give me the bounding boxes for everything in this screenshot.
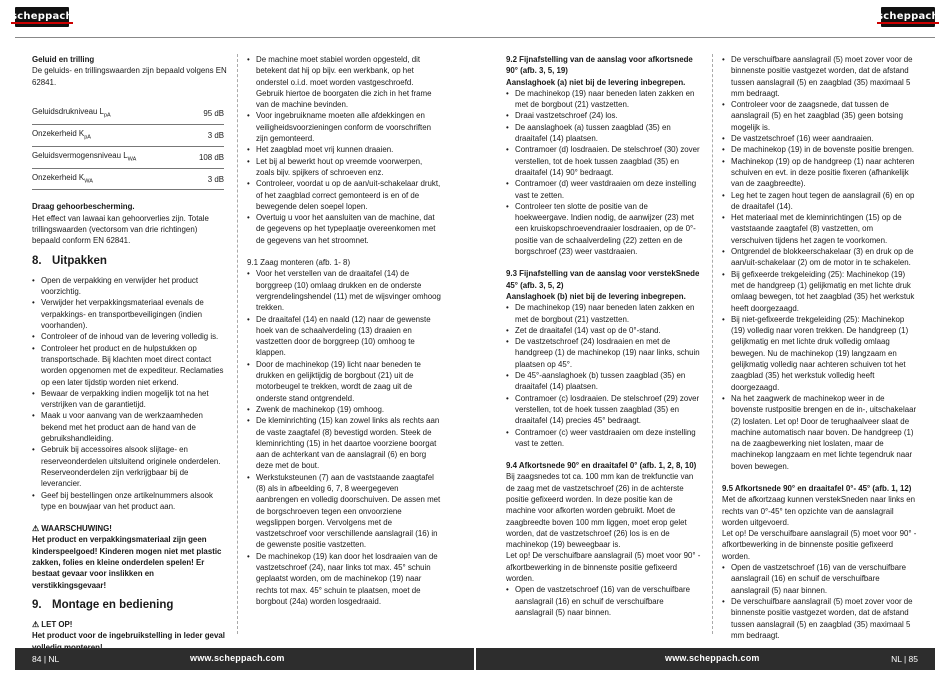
warning-icon: ⚠ [32, 620, 40, 630]
list-item: • Controleer of de inhoud van de levering volledig is. [32, 331, 227, 342]
table-value: 95 dB [187, 103, 224, 124]
list-item: • Zet de draaitafel (14) vast op de 0°-stand. [506, 325, 701, 336]
section-9-heading: 9. Montage en bediening [32, 598, 174, 611]
list-item: • De verschuifbare aanslagrail (5) moet zover voor de binnenste positie vastgezet worden, dat de afstand tussen aanslagrail (5) en zaagblad (35) maximaal 5 mm bedraagt. [722, 54, 917, 99]
section-9-4-list [506, 584, 701, 618]
list-item: • Bij niet-gefixeerde trekgeleiding (25): Machinekop (19) volledig naar voren trekken. De handgreep (1) gelijkmatig en met lichte druk volledig omlaag bewegen. Nu de machinekop (19) langzaam en gelijkmatig volledig naar achteren schuiven tot het zaagblad (35) het werkstuk volledig heeft doorgezaagd. [722, 314, 917, 393]
section-9-4-text: Bij zaagsnedes tot ca. 100 mm kan de trekfunctie van de zaag met de vastzetschroef (26) in de achterste positie gefixeerd worden. In deze positie kan de machine voor afkorten worden gebruikt. Moet de zaagbreedte boven 100 mm liggen, moet erop gelet worden, dat de vastzetschroef (26) los is en de machinekop (19) beweegbaar is. [506, 472, 694, 550]
caution-text: Het product voor de ingebruikstelling in leder geval [32, 631, 225, 641]
list-item: • Verwijder het verpakkingsmateriaal evenals de verpakkings- en transportbeveiligingen (indien voorhanden). [32, 297, 227, 331]
list-item: • De machinekop (19) kan door het losdraaien van de vastzetschroef (24), naar links tot max. 45° schuin geplaatst worden, om de machinekop (19) naar rechts tot max. 45° schuin te plaatsen, moet de borgbout (24a) worden losgedraaid. [247, 551, 442, 607]
table-row [32, 146, 224, 168]
list-item: • Door de machinekop (19) licht naar beneden te drukken en gelijktijdig de borgbout (21) uit de motorbeugel te trekken, wordt de zaag uit de onderste stand ontgrendeld. [247, 359, 442, 404]
column-4 [722, 54, 917, 641]
warning-text: Het product en verpakkingsmateriaal zijn geen kinderspeelgoed! Kinderen mogen niet met plastic zakken, folies en kleine onderdelen spelen! Er bestaat gevaar voor inslikken en verstikkingsgevaar! [32, 535, 222, 590]
list-item: • Het materiaal met de kleminrichtingen (15) op de vaststaande zaagtafel (8) vastzetten, om verschuiven tijdens het zagen te voorkomen. [722, 212, 917, 246]
noise-table [32, 103, 224, 191]
noise-title: Geluid en trilling [32, 55, 95, 64]
list-item: • De machinekop (19) naar beneden laten zakken en met de borgbout (21) vastzetten. [506, 302, 701, 325]
section-9-1-title: 9.1 Zaag monteren (afb. 1- 8) [247, 258, 351, 268]
section-9-2-list [506, 88, 701, 257]
list-item: • Bij gefixeerde trekgeleiding (25): Machinekop (19) met de handgreep (1) gelijkmatig en met lichte druk omlaag bewegen, tot het zaagblad (35) het werkstuk heeft doorgezaagd. [722, 269, 917, 314]
website-link-right[interactable]: www.scheppach.com [665, 653, 760, 663]
list-item: • Contramoer (d) losdraaien. De stelschroef (30) zover verstellen, tot de hoek tussen zaagblad (35) en draaitafel (14) 90° bedraagt. [506, 144, 701, 178]
list-item: • Controleer voor de zaagsnede, dat tussen de aanslagrail (5) en het zaagblad (35) geen botsing mogelijk is. [722, 99, 917, 133]
list-item: • Zwenk de machinekop (19) omhoog. [247, 404, 442, 415]
list-item: • Let bij al bewerkt hout op vreemde voorwerpen, zoals bijv. spijkers of schroeven enz. [247, 156, 442, 179]
section-9-1-list [247, 268, 442, 607]
section-9-5-note: Let op! De verschuifbare aanslagrail (5) moet voor 90° - afkortbewerking in de binnenste positie gefixeerd worden. [722, 529, 917, 561]
section-9-4-title: 9.4 Afkortsnede 90° en draaitafel 0° (afb. 1, 2, 8, 10) [506, 461, 697, 471]
table-label: Geluidsdrukniveau $L_{pA}$ [32, 103, 187, 124]
list-item: • De machinekop (19) in de bovenste positie brengen. [722, 144, 917, 155]
hearing-title: Draag gehoorbescherming. [32, 202, 135, 212]
list-item: • Werkstuksteunen (7) aan de vaststaande zaagtafel (8) als in afbeelding 6, 7, 8 weergegeven aanbrengen en volledig doorschuiven. De assen met de borgschroeven tegen een onvoorziene wegslippen borgen. Vervolgens met de vastzetschroef voor verschillende aanslagrail (16) in de gewenste positie vastzetten. [247, 472, 442, 551]
table-value: 3 dB [187, 168, 224, 190]
table-label: Onzekerheid $K_{pA}$ [32, 124, 187, 146]
hearing-text: Het effect van lawaai kan gehoorverlies zijn. Totale trillingswaarden (vectorsom van drie richtingen) bepaald conform EN 62841. [32, 213, 209, 246]
table-row [32, 168, 224, 190]
column-separator [712, 54, 713, 634]
list-item: • Het zaagblad moet vrij kunnen draaien. [247, 144, 442, 155]
list-item: • De 45°-aanslaghoek (b) tussen zaagblad (35) en draaitafel (14) plaatsen. [506, 370, 701, 393]
list-item: • De draaitafel (14) en naald (12) naar de gewenste hoek van de schaalverdeling (13) draaien en vastzetten door de borggreep (10) omhoog te klappen. [247, 314, 442, 359]
list-item: • Voor het verstellen van de draaitafel (14) de borggreep (10) omlaag drukken en de onderste vergrendelingshendel (11) met de wijsvinger omhoog trekken. [247, 268, 442, 313]
list-item: • Maak u voor aanvang van de werkzaamheden bekend met het product aan de hand van de gebruikshandleiding. [32, 410, 227, 444]
section-9-5-title: 9.5 Afkortsnede 90° en draaitafel 0°- 45° (afb. 1, 12) [722, 483, 912, 493]
list-item: • Draai vastzetschroef (24) los. [506, 110, 701, 121]
list-item: • Bewaar de verpakking indien mogelijk tot na het verstrijken van de garantietijd. [32, 388, 227, 411]
list-item: • Overtuig u voor het aansluiten van de machine, dat de gegevens op het typeplaatje overeenkomen met de gegevens van het stroomnet. [247, 212, 442, 246]
table-row [32, 124, 224, 146]
list-item: • De machinekop (19) naar beneden laten zakken en met de borgbout (21) vastzetten. [506, 88, 701, 111]
noise-text: De geluids- en trillingswaarden zijn bepaald volgens EN 62841. [32, 66, 227, 87]
setup-list [247, 54, 442, 246]
list-item: • Open de vastzetschroef (16) van de verschuifbare aanslagrail (16) en schuif de verschuifbare aanslagrail (5) naar binnen. [722, 562, 917, 596]
section-9-3-sub: Aanslaghoek (b) niet bij de levering inbegrepen. [506, 291, 686, 301]
list-item: • Leg het te zagen hout tegen de aanslagrail (6) en op de draaitafel (14). [722, 190, 917, 213]
table-value: 3 dB [187, 124, 224, 146]
list-item: • De kleminrichting (15) kan zowel links als rechts aan de vaste zaagtafel (8) bevestigd worden. Steek de kleminrichting (15) in het daartoe voorziene boorgat aan de achterkant van de aanslagrail (6) en borg deze met de bout. [247, 415, 442, 471]
column-separator [237, 54, 238, 634]
list-item: • Open de verpakking en verwijder het product voorzichtig. [32, 275, 227, 298]
column-2 [247, 54, 442, 607]
warning-block: ⚠ WAARSCHUWING! [32, 524, 112, 534]
page-number-left: 84 | NL [32, 654, 60, 664]
list-item: • De vastzetschroef (16) weer aandraaien. [722, 133, 917, 144]
brand-logo-left: scheppach [15, 7, 69, 27]
list-item: • De machine moet stabiel worden opgesteld, dit betekent dat hij op bijv. een werkbank, op het onderstel o.i.d. moet worden vastgeschroefd. Gebruik hiertoe de boorgaten die zich in het frame van de machine bevinden. [247, 54, 442, 110]
table-row [32, 103, 224, 124]
section-9-3-list [506, 302, 701, 449]
list-item: • Contramoer (d) weer vastdraaien om deze instelling vast te zetten. [506, 178, 701, 201]
website-link-left[interactable]: www.scheppach.com [190, 653, 285, 663]
warning-icon: ⚠ [32, 524, 40, 534]
list-item: • De aanslaghoek (a) tussen zaagblad (35) en draaitafel (14) plaatsen. [506, 122, 701, 145]
list-item: • Na het zaagwerk de machinekop weer in de bovenste rustpositie brengen en de in-, uitschakelaar (2) loslaten. Let op! Door de terughaalveer slaat de machine automatisch naar boven. De handgreep (1) na de zaagbewerking niet loslaten, maar de machinekop langzaam en met lichte tegendruk naar boven bewegen. [722, 393, 917, 472]
list-item: • Gebruik bij accessoires alsook slijtage- en reserveonderdelen uitsluitend originele onderdelen. Reserveonderdelen zijn verkrijgbaar bij de leverancier. [32, 444, 227, 489]
page-number-right: NL | 85 [891, 654, 918, 664]
brand-logo-right: scheppach [881, 7, 935, 27]
section-9-2-title: 9.2 Fijnafstelling van de aanslag voor afkortsnede 90° (afb. 3, 5, 19) [506, 55, 693, 76]
page-gutter [474, 648, 476, 670]
list-item: • Controleer, voordat u op de aan/uit-schakelaar drukt, of het zaagblad correct gemonteerd is en of de bewegende delen soepel lopen. [247, 178, 442, 212]
table-value: 108 dB [187, 146, 224, 168]
list-item: • Voor ingebruikname moeten alle afdekkingen en veiligheidsvoorzieningen conform de voorschriften zijn gemonteerd. [247, 110, 442, 144]
caution-block: ⚠ LET OP! [32, 620, 73, 630]
unpack-list [32, 275, 227, 512]
list-item: • Contramoer (c) losdraaien. De stelschroef (29) zover verstellen, tot de hoek tussen zaagblad (35) en draaitafel (14) precies 45° bedraagt. [506, 393, 701, 427]
column-3 [506, 54, 701, 618]
table-label: Onzekerheid $K_{WA}$ [32, 168, 187, 190]
list-item: • Controleer het product en de hulpstukken op transportschade. Bij klachten moet direct contact worden opgenomen met de expediteur. Reclamaties op een later tijdstip worden niet erkend. [32, 343, 227, 388]
header-rule [15, 37, 935, 38]
section-9-5-text: Met de afkortzaag kunnen verstekSneden naar links en rechts van 0°-45° ten opzichte van de aanslagrail worden uitgevoerd. [722, 495, 916, 527]
list-item: • Machinekop (19) op de handgreep (1) naar achteren schuiven en evt. in deze positie fixeren (afhankelijk van de zaagbreedte). [722, 156, 917, 190]
section-8-heading: 8. Uitpakken [32, 254, 107, 267]
section-9-4-note: Let op! De verschuifbare aanslagrail (5) moet voor 90° - afkortbewerking in de binnenste positie gefixeerd worden. [506, 551, 701, 584]
list-item: • Open de vastzetschroef (16) van de verschuifbare aanslagrail (16) en schuif de verschuifbare aanslagrail (5) naar binnen. [506, 584, 701, 618]
list-item: • De vastzetschroef (24) losdraaien en met de handgreep (1) de machinekop (19) naar links, schuin plaatsen op 45°. [506, 336, 701, 370]
section-9-2-sub: Aanslaghoek (a) niet bij de levering inbegrepen. [506, 77, 686, 87]
list-item: • De verschuifbare aanslagrail (5) moet zover voor de binnenste positie vastgezet worden, dat de afstand tussen aanslagrail (5) en zaagblad (35) maximaal 5 mm bedraagt. [722, 596, 917, 641]
list-item: • Controleer ten slotte de positie van de hoekweergave. Indien nodig, de aanwijzer (23) met een kruiskopschroevendraaier losdraaien, op de 0°-positie van de schaalverdeling (22) zetten en de borgschroef (23) weer vastdraaien. [506, 201, 701, 257]
table-label: Geluidsvermogensniveau $L_{WA}$ [32, 146, 187, 168]
section-9-3-title: 9.3 Fijnafstelling van de aanslag voor verstekSnede 45° (afb. 3, 5, 2) [506, 269, 700, 290]
list-item: • Contramoer (c) weer vastdraaien om deze instelling vast te zetten. [506, 427, 701, 450]
list-item: • Geef bij bestellingen onze artikelnummers alsook type en bouwjaar van het product aan. [32, 490, 227, 513]
column-1 [32, 54, 227, 653]
list-item: • Ontgrendel de blokkeerschakelaar (3) en druk op de aan/uit-schakelaar (2) om de motor in te schakelen. [722, 246, 917, 269]
section-9-5-list [722, 562, 917, 641]
sawing-steps-list [722, 54, 917, 472]
